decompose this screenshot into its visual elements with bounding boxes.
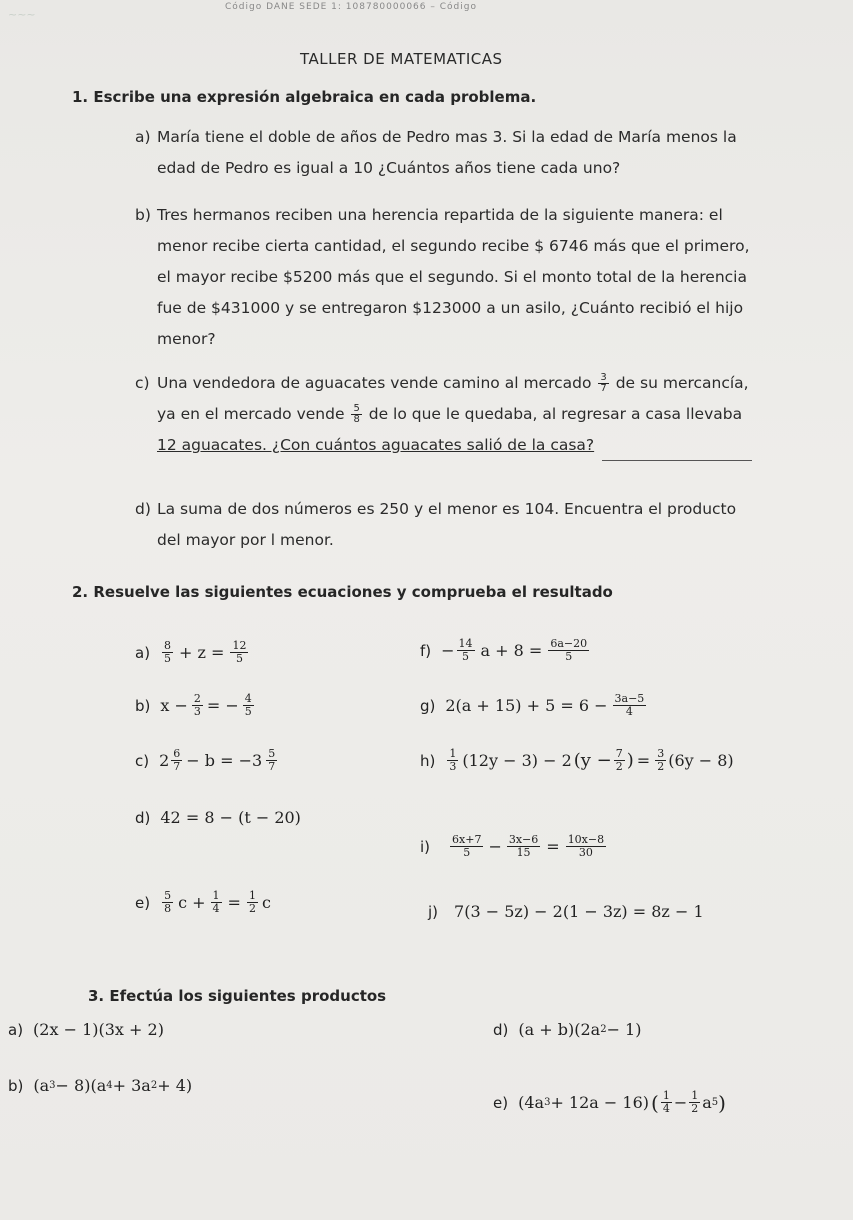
fraction: $\frac{4}{5}$ [244,692,252,718]
fraction: $\frac{5}{8}$ [164,889,172,915]
fraction: $\frac{8}{5}$ [164,639,172,665]
product-d: d) (a + b)(2a 2 − 1) [493,1020,642,1039]
problem-a: a) María tiene el doble de años de Pedro mas 3. Si la edad de María menos la edad de Pedro es igual a 10 ¿Cuántos años tiene cada uno? [135,128,737,177]
fraction: $\frac{1}{3}$ [449,747,457,773]
fraction: $\frac{3}{7}$ [600,372,607,394]
fraction: $\frac{12}{5}$ [232,639,247,665]
fraction: $\frac{6}{7}$ [173,747,181,773]
fraction: $\frac{1}{4}$ [662,1089,670,1115]
fraction: $\frac{10x-8}{30}$ [567,833,605,859]
fraction: $\frac{6x+7}{5}$ [452,833,482,859]
fraction: $\frac{1}{2}$ [691,1089,699,1115]
section1-heading: 1. Escribe una expresión algebraica en cada problema. [72,88,537,106]
section3-heading: 3. Efectúa los siguientes productos [88,987,387,1005]
product-b: b) (a 3 − 8)(a 4 + 3a 2 + 4) [8,1076,193,1095]
fraction: $\frac{2}{3}$ [193,692,201,718]
fraction: $\frac{5}{7}$ [268,747,276,773]
equation-j: j) 7(3 − 5z) − 2(1 − 3z) = 8z − 1 [428,902,704,921]
fraction: $\frac{1}{2}$ [248,889,256,915]
equation-a: a) $\frac{8}{5}$ + z = $\frac{12}{5}$ [135,639,247,665]
fraction: $\frac{6a-20}{5}$ [550,637,588,663]
fraction: $\frac{3a-5}{4}$ [614,692,645,718]
answer-line [602,459,752,461]
fraction: $\frac{1}{4}$ [212,889,220,915]
corner-stamp-mark: ~~~ [8,8,36,21]
section2-heading: 2. Resuelve las siguientes ecuaciones y comprueba el resultado [72,583,613,601]
fraction: $\frac{14}{5}$ [458,637,473,663]
equation-i: i) $\frac{6x+7}{5}$ − $\frac{3x-6}{15}$ = $\frac{10x-8}{30}$ [420,833,605,859]
problem-b: b) Tres hermanos reciben una herencia repartida de la siguiente manera: el menor recibe cierta cantidad, el segundo recibe $ 6746 más que el primero, el mayor recibe $5200 más que el segundo. Si el monto total de la herencia fue de $431000 y se entregaron $123000 a un asilo, ¿Cuánto recibió el hijo menor? [135,206,750,348]
page-title: TALLER DE MATEMATICAS [300,50,503,68]
equation-h: h) $\frac{1}{3}$ (12y − 3) − 2 (y − $\frac{7}{2}$ ) = $\frac{3}{2}$ (6y − 8) [420,747,734,773]
equation-e: e) $\frac{5}{8}$ c + $\frac{1}{4}$ = $\frac{1}{2}$ c [135,889,271,915]
product-a: a) (2x − 1)(3x + 2) [8,1020,164,1039]
header-code: Código DANE SEDE 1: 108780000066 – Código [225,2,477,12]
equation-c: c) 2 $\frac{6}{7}$ − b = −3 $\frac{5}{7}$ [135,747,276,773]
equation-g: g) 2(a + 15) + 5 = 6 − $\frac{3a-5}{4}$ [420,692,645,718]
fraction: $\frac{3x-6}{15}$ [508,833,539,859]
equation-d: d) 42 = 8 − (t − 20) [135,808,301,827]
problem-d: d) La suma de dos números es 250 y el menor es 104. Encuentra el producto del mayor por l menor. [135,500,737,549]
problem-c: c) Una vendedora de aguacates vende camino al mercado $\frac{3}{7}$ de su mercancía, ya en el mercado vende $\frac{5}{8}$ de lo que le quedaba, al regresar a casa llevaba 12 aguacates. ¿Con cuántos aguacates salió de la casa? [135,368,752,461]
fraction: $\frac{5}{8}$ [353,403,360,425]
equation-f: f) − $\frac{14}{5}$ a + 8 = $\frac{6a-20}{5}$ [420,637,588,663]
fraction: $\frac{7}{2}$ [615,747,623,773]
product-e: e) (4a 3 + 12a − 16) ( $\frac{1}{4}$ − $\frac{1}{2}$ a 5 ) [493,1089,726,1115]
equation-b: b) x − $\frac{2}{3}$ = − $\frac{4}{5}$ [135,692,252,718]
fraction: $\frac{3}{2}$ [657,747,665,773]
